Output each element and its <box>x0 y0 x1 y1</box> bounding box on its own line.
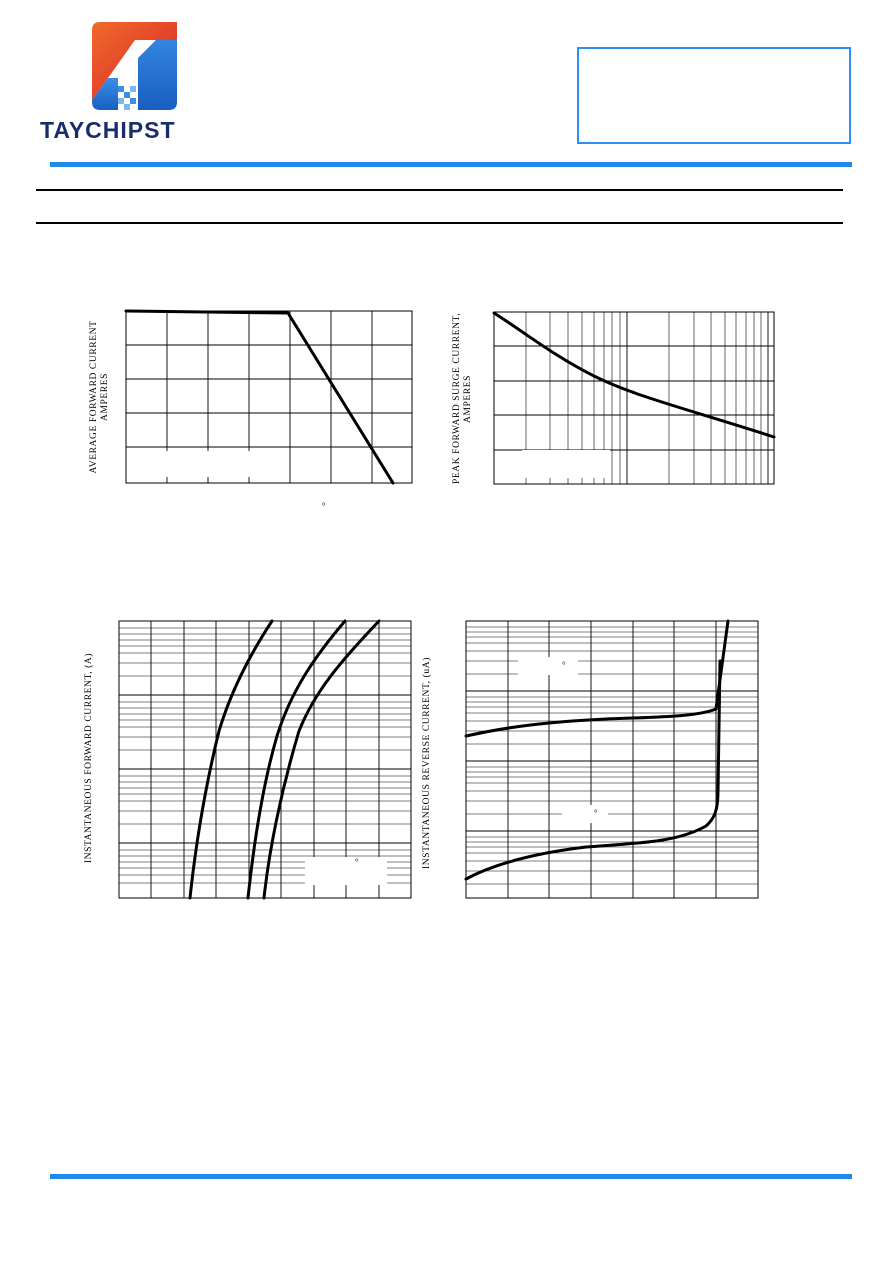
chart4-label-area-2 <box>562 805 608 823</box>
chart3-label-area <box>305 857 387 885</box>
chart4-ylabel: INSTANTANEOUS REVERSE CURRENT, (uA) <box>422 657 432 869</box>
chart4-grid <box>466 621 758 898</box>
chart1-ylabel: AVERAGE FORWARD CURRENT AMPERES <box>89 320 110 474</box>
brand-name: TAYCHIPST <box>40 117 176 143</box>
chart3-degree-mark: ° <box>355 857 359 867</box>
header-divider <box>50 162 852 167</box>
chart-forward-characteristics <box>119 621 411 898</box>
chart3-ylabel: INSTANTANEOUS FORWARD CURRENT, (A) <box>84 652 94 864</box>
chart-peak-surge-current <box>494 312 774 484</box>
chart4-label-area-1 <box>518 657 578 675</box>
chart2-ylabel: PEAK FORWARD SURGE CURRENT, AMPERES <box>452 312 473 484</box>
chart4-curve-high-temp <box>466 621 728 736</box>
chart3-grid <box>119 621 411 898</box>
chart-avg-forward-current <box>126 311 412 483</box>
chart4-degree-mark-1: ° <box>562 660 566 670</box>
chart1-label-area <box>146 451 256 477</box>
title-rule-bottom <box>36 222 843 224</box>
part-number-box <box>577 47 851 144</box>
chart2-label-area <box>522 450 610 478</box>
chart2-surge-curve <box>494 313 774 437</box>
title-rule-top <box>36 189 843 191</box>
footer-divider <box>50 1174 852 1179</box>
chart-reverse-characteristics <box>466 621 758 898</box>
chart1-degree-mark: ° <box>322 501 326 511</box>
chart3-curve-b <box>248 621 345 898</box>
chart4-degree-mark-2: ° <box>594 808 598 818</box>
chart4-curve-low-temp <box>466 661 720 879</box>
chart3-curve-a <box>190 621 272 898</box>
